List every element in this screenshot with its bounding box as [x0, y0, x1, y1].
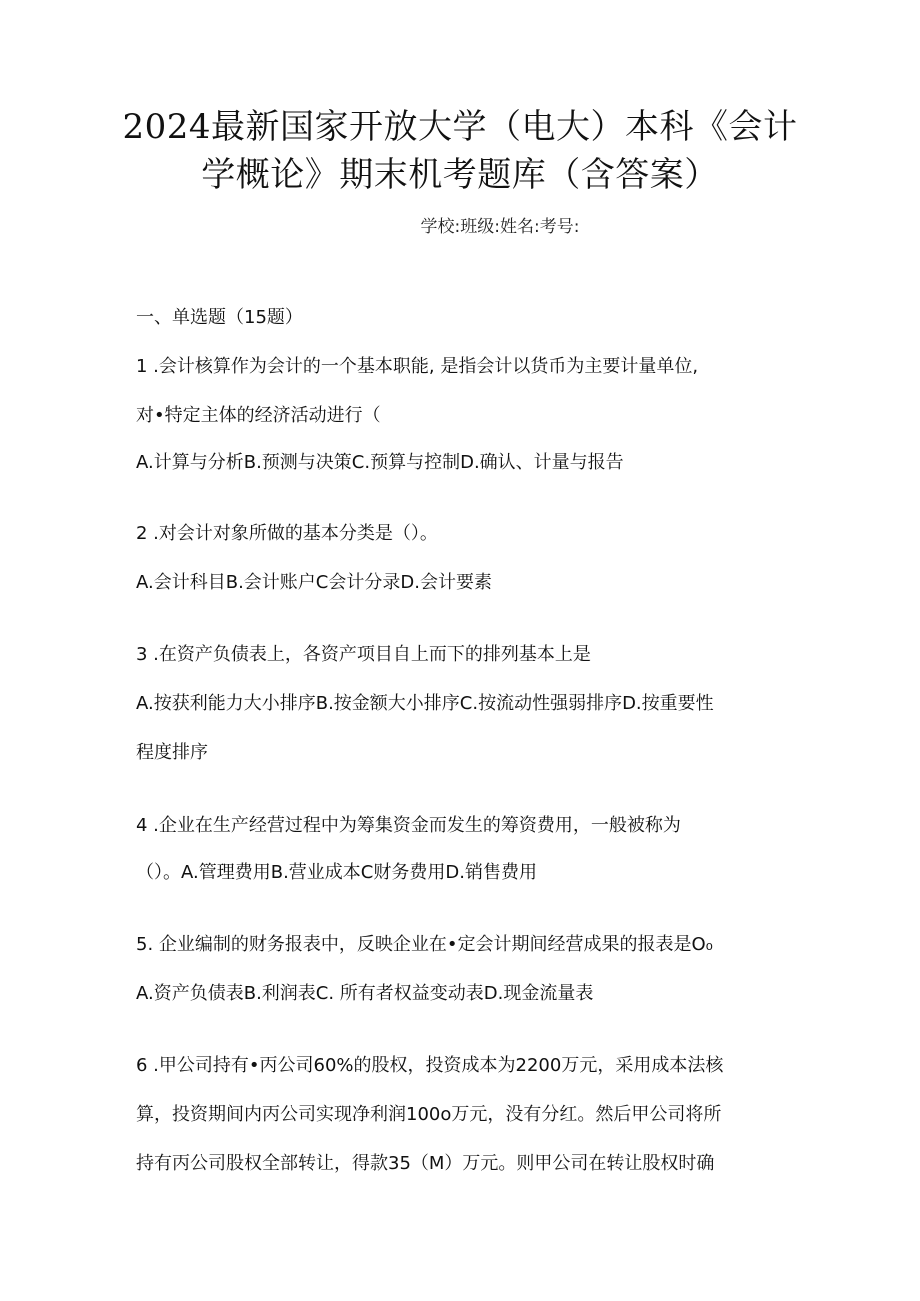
- question-6-stem-line-2: 算，投资期间内丙公司实现净利润100o万元，没有分红。然后甲公司将所: [136, 1104, 722, 1125]
- student-info-line: 学校:班级:姓名:考号:: [420, 217, 580, 237]
- question-1-options: A.计算与分析B.预测与决策C.预算与控制D.确认、计量与报告: [136, 452, 624, 473]
- question-1-stem-line-2: 对•特定主体的经济活动进行（: [136, 405, 381, 426]
- section-heading: 一、单选题（15题）: [136, 307, 303, 328]
- question-3-stem: 3 .在资产负债表上，各资产项目自上而下的排列基本上是: [136, 644, 591, 665]
- question-2-stem: 2 .对会计对象所做的基本分类是（）。: [136, 523, 438, 544]
- question-6-stem-line-3: 持有丙公司股权全部转让，得款35（M）万元。则甲公司在转让股权时确: [136, 1153, 715, 1174]
- question-5-stem: 5. 企业编制的财务报表中，反映企业在•定会计期间经营成果的报表是O₀: [136, 934, 713, 955]
- question-1-stem-line-1: 1 .会计核算作为会计的一个基本职能, 是指会计以货币为主要计量单位,: [136, 356, 699, 377]
- document-title-line-1: 2024最新国家开放大学（电大）本科《会计: [122, 107, 798, 147]
- question-5-options: A.资产负债表B.利润表C. 所有者权益变动表D.现金流量表: [136, 983, 594, 1004]
- question-6-stem-line-1: 6 .甲公司持有•丙公司60%的股权，投资成本为2200万元，采用成本法核: [136, 1055, 724, 1076]
- question-2-options: A.会计科目B.会计账户C会计分录D.会计要素: [136, 572, 492, 593]
- question-4-stem-line-1: 4 .企业在生产经营过程中为筹集资金而发生的筹资费用，一般被称为: [136, 815, 681, 836]
- question-3-options-line-2: 程度排序: [136, 742, 208, 763]
- document-title-line-2: 学概论》期末机考题库（含答案）: [201, 155, 719, 195]
- question-3-options-line-1: A.按获利能力大小排序B.按金额大小排序C.按流动性强弱排序D.按重要性: [136, 693, 714, 714]
- question-4-stem-line-2: （）。A.管理费用B.营业成本C财务费用D.销售费用: [136, 862, 537, 883]
